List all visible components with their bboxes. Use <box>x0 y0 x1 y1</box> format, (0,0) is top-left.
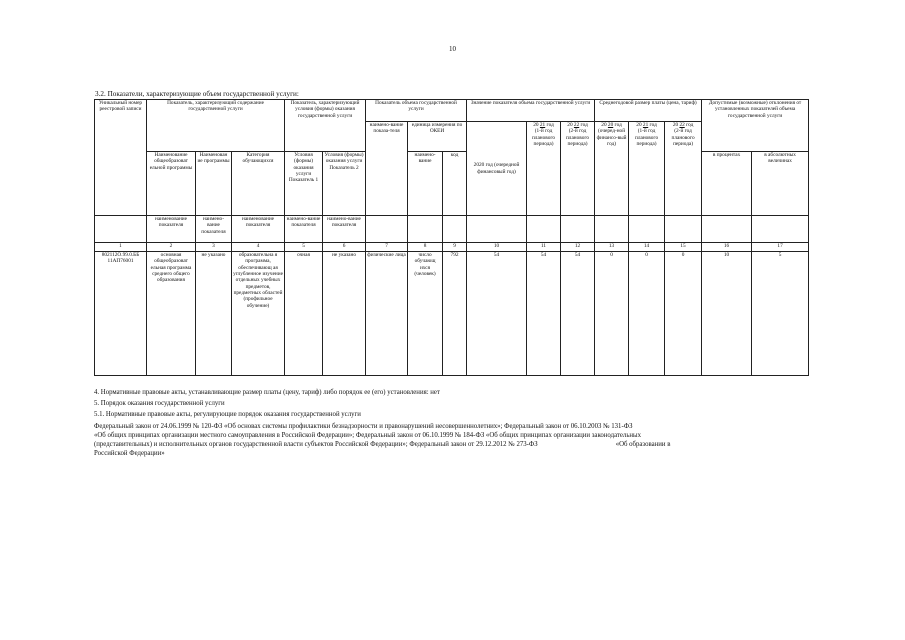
column-number: 5 <box>285 243 323 252</box>
cell-program-list: не указано <box>196 252 232 376</box>
column-number: 12 <box>561 243 595 252</box>
cell-condition-1: очная <box>285 252 323 376</box>
header-conditions-indicator: Показатель, характеризующий условия (формы) оказания государственной услуги <box>285 100 366 122</box>
column-number: 13 <box>595 243 629 252</box>
header-plan-2: 20 22 год (2-й год планового периода) <box>561 122 595 216</box>
cell-program-name: основная общеобразоват ельная программа среднего общего образования <box>147 252 196 376</box>
header-in-absolute: в абсолютных величинах <box>752 152 809 216</box>
cell-deviation-absolute: 5 <box>752 252 809 376</box>
header-volume-indicator: Показатель объема государственной услуги <box>366 100 467 122</box>
column-number: 2 <box>147 243 196 252</box>
column-number: 15 <box>665 243 702 252</box>
cell-indicator-name: физические лица <box>366 252 408 376</box>
cell-value-2022: 54 <box>561 252 595 376</box>
cell-unit-name: число обучающ ихся (человек) <box>408 252 443 376</box>
header-unit-code: код <box>443 152 467 216</box>
header-plan-1: 20 21 год (1-й год планового периода) <box>527 122 561 216</box>
cell-fee-2022: 0 <box>665 252 702 376</box>
cell-fee-2020: 0 <box>595 252 629 376</box>
sub-condition-2: Условия (формы) оказания услуги Показатель 2 <box>323 152 366 216</box>
column-number: 3 <box>196 243 232 252</box>
header-unit-name: наимено-вание <box>408 152 443 216</box>
laws-line-4: Российской Федерации» <box>94 450 165 458</box>
cell-students: образовательна я программа, обеспечивающ ая углубленное изучение отдельных учебных предметов, предметных областей (профильное обучение) <box>232 252 285 376</box>
name-indicator-3: наименование показателя <box>232 216 285 243</box>
header-volume-value: Значение показателя объема государственной услуги <box>467 100 595 122</box>
name-indicator-4: наимено-вание показателя <box>285 216 323 243</box>
note-5: 5. Порядок оказания государственной услуги <box>94 400 225 408</box>
header-deviations: Допустимые (возможные) отклонения от установленных показателей объема государственной услуги <box>702 100 809 152</box>
volume-indicators-table <box>94 99 809 376</box>
column-number: 8 <box>408 243 443 252</box>
sub-program-name: Наименование общеобразоват ельной программы <box>147 152 196 216</box>
laws-line-3: (представительных) и исполнительных органов государственной власти субъектов Российской Федерации»; Федеральный закон от 29.12.2012 № 273-ФЗ «Об образовании в <box>94 440 671 448</box>
column-number: 4 <box>232 243 285 252</box>
table-row <box>95 252 809 376</box>
notes-section <box>94 388 810 458</box>
column-number: 1 <box>95 243 147 252</box>
note-4: 4. Нормативные правовые акты, устанавливающие размер платы (цену, тариф) либо порядок ее (его) установления: нет <box>94 389 440 396</box>
column-number: 17 <box>752 243 809 252</box>
sub-condition-1: Условия (формы) оказания услуги Показатель 1 <box>285 152 323 216</box>
header-indicator-name: наимено-вание показа-теля <box>366 122 408 216</box>
header-avg-fee: Среднегодовой размер платы (цена, тариф) <box>595 100 702 122</box>
cell-fee-2021: 0 <box>629 252 665 376</box>
cell-value-2020: 54 <box>467 252 527 376</box>
header-fee-plan-1: 20 21 год (1-й год планового периода) <box>629 122 665 216</box>
section-title: 3.2. Показатели, характеризующие объем государственной услуги: <box>95 90 299 98</box>
name-indicator-5: наимено-вание показателя <box>323 216 366 243</box>
row4-spacer <box>95 216 147 243</box>
note-5-1: 5.1. Нормативные правовые акты, регулирующие порядок оказания государственной услуги <box>94 411 361 419</box>
column-number: 10 <box>467 243 527 252</box>
column-number: 11 <box>527 243 561 252</box>
name-indicator-1: наименование показателя <box>147 216 196 243</box>
header-year-2020: 2020 год (очередной финансовый год) <box>467 122 527 216</box>
sub-program-list: Наименован ие программы <box>196 152 232 216</box>
column-number: 14 <box>629 243 665 252</box>
header-conditions-spacer <box>285 122 366 152</box>
cell-deviation-percent: 10 <box>702 252 752 376</box>
column-number: 16 <box>702 243 752 252</box>
cell-unit-code: 792 <box>443 252 467 376</box>
cell-value-2021: 54 <box>527 252 561 376</box>
column-number: 7 <box>366 243 408 252</box>
page-number: 10 <box>449 45 456 53</box>
laws-line-2: «Об общих принципах организации местного самоуправления в Российской Федерации»; Федеральный закон от 06.10.1999 № 184-ФЗ «Об общих принципах организации законодательных <box>94 431 642 439</box>
header-unit: единица измерения по ОКЕИ <box>408 122 467 152</box>
column-number: 9 <box>443 243 467 252</box>
header-in-percent: в процентах <box>702 152 752 216</box>
laws-line-1: Федеральный закон от 24.06.1999 № 120-ФЗ «Об основах системы профилактики безнадзорности и правонарушений несовершеннолетних»; Федеральный закон от 06.10.2003 № 131-ФЗ <box>94 422 633 430</box>
name-indicator-2: наимено-вание показателя <box>196 216 232 243</box>
header-unique-number: Уникальный номер реестровой записи <box>95 100 147 216</box>
cell-registry-number: 802112О.99.0.ББ 11АП76001 <box>95 252 147 376</box>
column-numbers-row <box>95 243 809 252</box>
header-content-spacer <box>147 122 285 152</box>
header-fee-plan-2: 20 22 год (2-й год планового периода) <box>665 122 702 216</box>
column-number: 6 <box>323 243 366 252</box>
header-fee-current: 20 20 год (очеред-ной финансо-вый год) <box>595 122 629 216</box>
cell-condition-2: не указано <box>323 252 366 376</box>
header-content-indicator: Показатель, характеризующий содержание государственной услуги <box>147 100 285 122</box>
sub-students: Категория обучающихся <box>232 152 285 216</box>
